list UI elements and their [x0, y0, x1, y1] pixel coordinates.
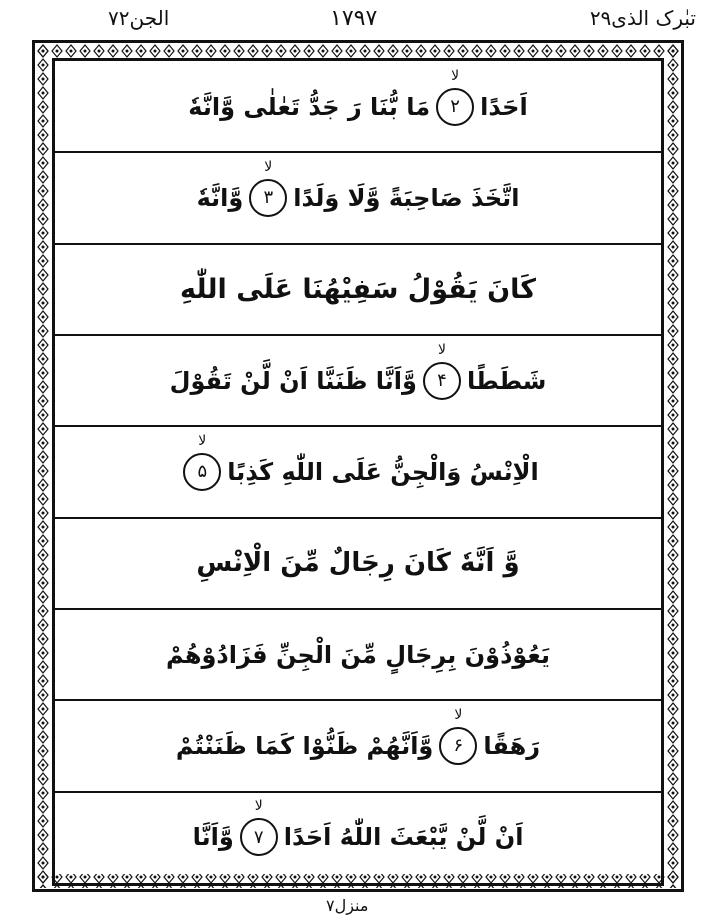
verse-text: وَّ اَنَّهٗ كَانَ رِجَالٌ مِّنَ الْاِنْسِ [196, 548, 520, 579]
ayah-number: ۷ [253, 826, 264, 848]
ayah-number-marker [249, 158, 287, 217]
verse-line [55, 426, 661, 517]
ayah-number-marker [183, 432, 221, 491]
ayah-number: ۵ [197, 461, 208, 483]
line-divider [55, 517, 661, 519]
line-divider [55, 334, 661, 336]
line-divider [55, 608, 661, 610]
verse-text: يَعُوْذُوْنَ بِرِجَالٍ مِّنَ الْجِنِّ فَزَادُوْهُمْ [166, 640, 550, 669]
line-divider [55, 425, 661, 427]
verse-text: اَنْ لَّنْ يَّبْعَثَ اللّٰهُ اَحَدًا [283, 823, 524, 852]
verse-text: كَانَ يَقُوْلُ سَفِيْهُنَا عَلَى اللّٰهِ [180, 273, 536, 305]
verse-line [55, 792, 661, 883]
verse-text: وَّاَنَّا [192, 823, 234, 852]
ayah-number-marker [423, 341, 461, 400]
line-divider [55, 699, 661, 701]
ayah-number: ۶ [453, 735, 464, 757]
verse-text: شَطَطًا [466, 366, 547, 395]
verse-line [55, 700, 661, 791]
verse-text: مَا بُّنَا رَ جَدُّ تَعٰلٰى وَّانَّهٗ [188, 92, 431, 121]
waqf-sign: لا [198, 432, 207, 449]
line-divider [55, 243, 661, 245]
verse-text: وَّاَنَّا ظَنَنَّا اَنْ لَّنْ تَقُوْلَ [169, 366, 417, 395]
ayah-number-marker [439, 706, 477, 765]
waqf-sign: لا [451, 67, 460, 84]
verse-line [55, 244, 661, 335]
juz-name-header: تبٰرک الذی۲۹ [589, 6, 696, 30]
verse-text: اتَّخَذَ صَاحِبَةً وَّلَا وَلَدًا [293, 183, 520, 212]
verse-line [55, 152, 661, 243]
line-divider [55, 151, 661, 153]
ayah-number-marker [240, 798, 278, 856]
verse-text: رَهَقًا [483, 731, 541, 760]
waqf-sign: لا [437, 341, 446, 358]
verse-line [55, 609, 661, 700]
ayah-number: ۲ [450, 96, 460, 118]
ayah-number-marker [436, 67, 474, 126]
verse-line [55, 61, 661, 152]
verse-text: وَّانَّهٗ [196, 183, 244, 212]
line-divider [55, 791, 661, 793]
surah-name-header: الجن۷۲ [108, 6, 170, 30]
page-number: ۱۷۹۷ [330, 6, 378, 31]
verse-line [55, 518, 661, 609]
ayah-number: ۴ [437, 370, 447, 392]
waqf-sign: لا [254, 798, 263, 815]
waqf-sign: لا [264, 158, 273, 175]
ayah-number: ۳ [263, 187, 274, 209]
manzil-marker: منزل۷ [326, 896, 369, 915]
verse-text: الْاِنْسُ وَالْجِنُّ عَلَى اللّٰهِ كَذِبًا [227, 457, 539, 486]
verse-line [55, 335, 661, 426]
waqf-sign: لا [454, 706, 463, 723]
verse-text: اَحَدًا [480, 92, 528, 121]
verse-text: وَّاَنَّهُمْ ظَنُّوْا كَمَا ظَنَنْتُمْ [175, 731, 434, 760]
